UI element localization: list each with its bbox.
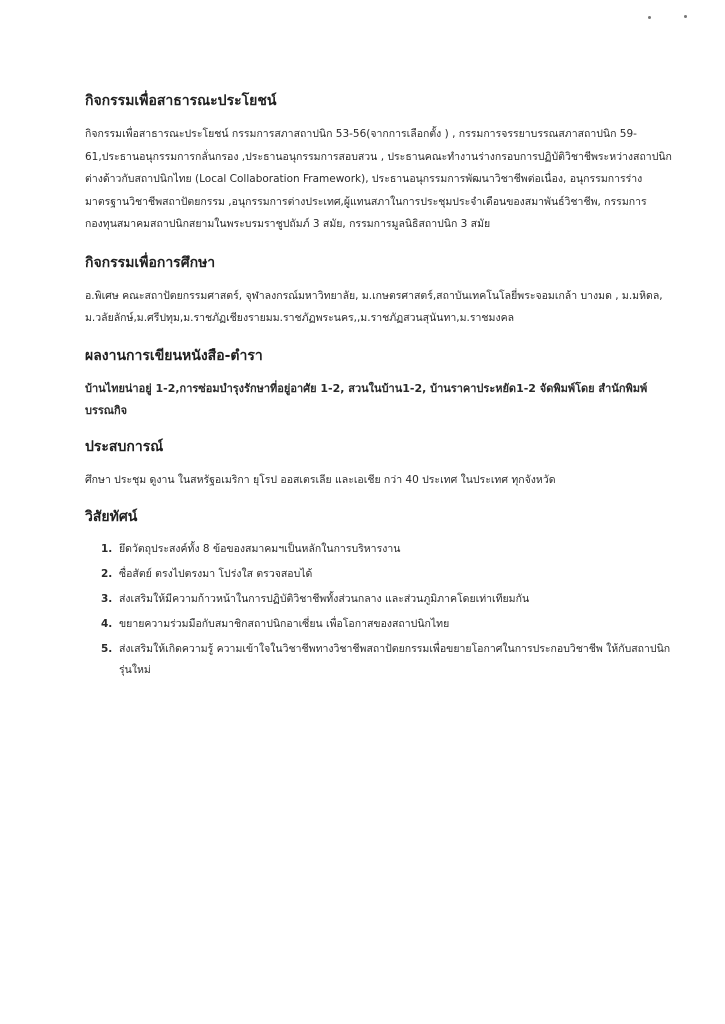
vision-item: [85, 589, 675, 610]
publications-heading: ผลงานการเขียนหนังสือ-ตำรา: [85, 347, 263, 364]
scan-speck: [648, 16, 651, 19]
education-heading: กิจกรรมเพื่อการศึกษา: [85, 254, 216, 271]
vision-list: [85, 539, 675, 681]
education-text: อ.พิเศษ คณะสถาปัตยกรรมศาสตร์, จุฬาลงกรณ์มหาวิทยาลัย, ม.เกษตรศาสตร์,สถาบันเทคโนโลยี่พระจอมเกล้า บางมด , ม.มหิดล, ม.วลัยลักษ์,ม.ศรีปทุม,ม.ราชภัฏเชียงรายมม.ราชภัฏพระนคร,,ม.ราชภัฏสวนสุนันทา,ม.ราชมงคล: [85, 289, 663, 324]
experience-text: ศึกษา ประชุม ดูงาน ในสหรัฐอเมริกา ยุโรป ออสเตรเลีย และเอเชีย กว่า 40 ประเทศ ในประเทศ ทุกจังหวัด: [85, 473, 556, 486]
vision-item: [85, 564, 675, 585]
experience-section: [85, 438, 675, 492]
vision-item-text: ส่งเสริมให้เกิดความรู้ ความเข้าใจในวิชาชีพทางวิชาชีพสถาปัตยกรรมเพื่อขยายโอกาศในการประกอบวิชาชีพ ให้กับสถาปนิกรุ่นใหม่: [119, 643, 671, 676]
education-section: [85, 254, 675, 330]
scan-speck: [684, 15, 687, 18]
vision-item-number: 2.: [101, 568, 113, 580]
vision-item-number: 4.: [101, 618, 113, 630]
vision-item-number: 5.: [101, 643, 113, 655]
vision-item-text: ส่งเสริมให้มีความก้าวหน้าในการปฏิบัติวิชาชีพทั้งส่วนกลาง และส่วนภูมิภาคโดยเท่าเทียมกัน: [119, 593, 530, 605]
vision-item: [85, 539, 675, 560]
experience-heading: ประสบการณ์: [85, 438, 164, 455]
vision-item: [85, 639, 675, 681]
vision-item-text: ซื่อสัตย์ ตรงไปตรงมา โปร่งใส ตรวจสอบได้: [119, 568, 313, 580]
vision-section: [85, 508, 675, 681]
vision-item-text: ยึดวัตถุประสงค์ทั้ง 8 ข้อของสมาคมฯเป็นหลักในการบริหารงาน: [119, 543, 401, 555]
vision-heading: วิสัยทัศน์: [85, 509, 138, 525]
publications-text: บ้านไทยน่าอยู่ 1-2,การซ่อมบำรุงรักษาที่อยู่อาศัย 1-2, สวนในบ้าน1-2, บ้านราคาประหยัด1-2 จัดพิมพ์โดย สำนักพิมพ์บรรณกิจ: [85, 381, 648, 417]
vision-item-number: 1.: [101, 543, 113, 555]
public-benefit-text: กิจกรรมเพื่อสาธารณะประโยชน์ กรรมการสภาสถาปนิก 53-56(จากการเลือกตั้ง ) , กรรมการจรรยาบรรณสภาสถาปนิก 59-61,ประธานอนุกรรมการกลั่นกรอง ,ประธานอนุกรรมการสอบสวน , ประธานคณะทำงานร่างกรอบการปฏิบัติวิชาชีพระหว่างสถาปนิกต่างด้าวกับสถาปนิกไทย (Local Collaboration Framework), ประธานอนุกรรมการพัฒนาวิชาชีพต่อเนื่อง, อนุกรรมการร่างมาตรฐานวิชาชีพสถาปัตยกรรม ,อนุกรรมการต่างประเทศ,ผู้แทนสภาในการประชุมประจำเดือนของสมาพันธ์วิชาชีพ, กรรมการกองทุนสมาคมสถาปนิกสยามในพระบรมราชูปถัมภ์ 3 สมัย, กรรมการมูลนิธิสถาปนิก 3 สมัย: [85, 128, 672, 230]
public-benefit-heading: กิจกรรมเพื่อสาธารณะประโยชน์: [85, 93, 277, 109]
vision-item: [85, 614, 675, 635]
public-benefit-section: [85, 92, 675, 236]
vision-item-number: 3.: [101, 593, 113, 605]
vision-item-text: ขยายความร่วมมือกับสมาชิกสถาปนิกอาเซี่ยน เพื่อโอกาสของสถาปนิกไทย: [119, 618, 450, 630]
publications-section: [85, 347, 675, 422]
document-page: [85, 92, 675, 685]
